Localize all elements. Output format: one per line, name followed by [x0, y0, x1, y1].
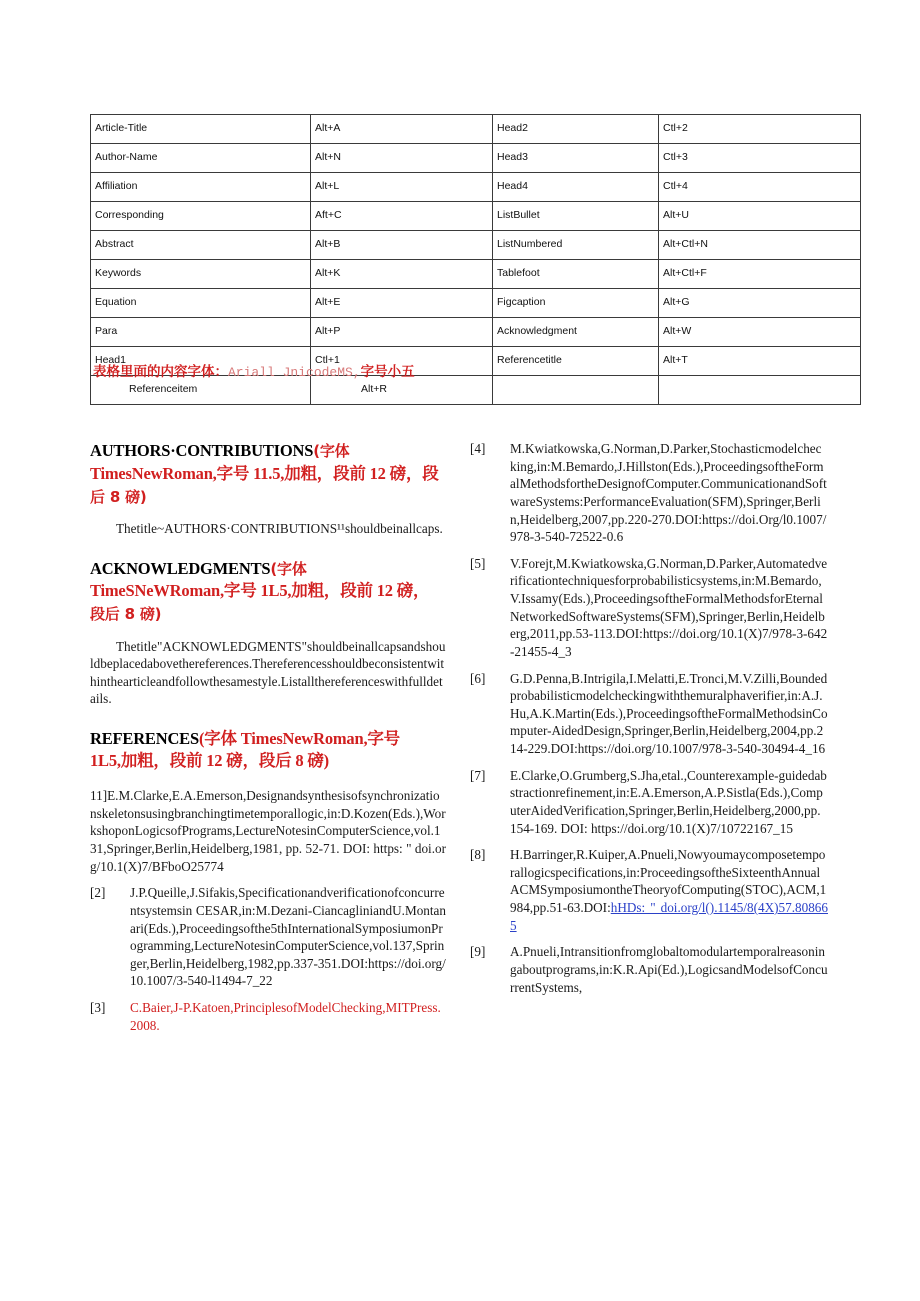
heading-annotation-line2: TimesNewRoman,字号 11.5,加粗，段前 12 磅，段	[90, 463, 439, 483]
table-cell-shortcut: Alt+W	[659, 318, 861, 347]
table-row	[91, 115, 861, 144]
table-cell-style-name: Author-Name	[91, 144, 311, 173]
table-cell-shortcut: Ctl+4	[659, 173, 861, 202]
right-column	[470, 440, 828, 1005]
doi-hyperlink[interactable]: hHDs: " doi.org/l().1145/8(4X)57.808665	[510, 900, 828, 933]
reference-number: [3]	[90, 1000, 106, 1016]
authors-contributions-body: Thetitle~AUTHORS·CONTRIBUTIONS¹¹shouldbeinallcaps.	[116, 521, 443, 537]
left-column	[90, 440, 446, 1043]
reference-number: 11]	[90, 788, 108, 804]
table-font-annotation	[93, 360, 415, 380]
table-cell-empty	[493, 376, 659, 405]
list-item	[470, 767, 828, 838]
list-item	[470, 440, 828, 546]
table-cell-style-name: Head3	[493, 144, 659, 173]
reference-body: M.Kwiatkowska,G.Norman,D.Parker,Stochasticmodelchecking,in:M.Bemardo,J.Hillston(Eds.),ProceedingsoftheFormalMethodsfortheDesignofComputer.CommunicationandSoftwareSystems:PerformanceEvaluation(SFM),Springer,Berlin,Heidelberg,2007,pp.220-270.DOI:https://doi.Org/l0.1007/978-3-540-72522-0.6	[510, 441, 827, 545]
heading-annotation-line3: 后 8 磅)	[90, 487, 147, 506]
table-cell-shortcut: Aft+C	[311, 202, 493, 231]
reference-body: E.Clarke,O.Grumberg,S.Jha,etal.,Counterexample-guidedabstractionrefinement,in:E.A.Emerson,A.P.Sistla(Eds.),ComputerAidedVerification,Springer,Berlin,Heidelberg,2000,pp. 154-169. DOI: https://doi.org/10.1(X)7/10722167_15	[510, 767, 827, 836]
table-cell-style-name: Referencetitle	[493, 347, 659, 376]
reference-number: [5]	[470, 555, 486, 571]
acknowledgments-body: Thetitle"ACKNOWLEDGMENTS"shouldbeinallcapsandshouldbeplacedabovethereferences.Thereferencesshouldbeconsistentwithinthearticleandfollowthesamestyle.Listallthereferenceswithfulldetails.	[90, 639, 446, 707]
table-cell-style-name: Equation	[91, 289, 311, 318]
list-item	[470, 670, 828, 758]
table-cell-style-name: Corresponding	[91, 202, 311, 231]
table-cell-style-name: Head2	[493, 115, 659, 144]
list-item	[90, 787, 446, 875]
heading-annotation-open: (字体	[313, 442, 350, 460]
table-note-suffix: 字号小五	[360, 364, 415, 379]
table-cell-style-name: Abstract	[91, 231, 311, 260]
table-cell-style-name: Figcaption	[493, 289, 659, 318]
table-cell-shortcut: Ctl+3	[659, 144, 861, 173]
heading-annotation-open: (字体	[270, 559, 307, 578]
table-cell-shortcut: Alt+R	[311, 376, 493, 405]
table-note-font-name: Ariall JnicodeMS,	[228, 365, 361, 380]
table-cell-empty	[659, 376, 861, 405]
section-heading-acknowledgments	[90, 558, 446, 626]
list-item	[470, 555, 828, 661]
heading-annotation-open: (字体 TimesNewRoman,字号	[198, 728, 400, 748]
table-note-prefix: 表格里面的内容字体：	[93, 364, 228, 379]
reference-number: [7]	[470, 767, 486, 783]
reference-body: H.Barringer,R.Kuiper,A.Pnueli,Nowyoumaycomposetemporallogicspecifications,in:ProceedingsoftheSixteenthAnnualACMSymposiumontheTheoryofComputing(STOC),ACM,1984,pp.51-63.DOI:	[510, 847, 827, 915]
table-row	[91, 231, 861, 260]
table-cell-style-name: Head1	[91, 347, 311, 376]
heading-annotation-line2: 1L5,加粗，段前 12 磅，段后 8 磅)	[90, 751, 329, 771]
table-cell-shortcut: Alt+G	[659, 289, 861, 318]
list-item	[90, 884, 446, 990]
table-cell-style-name: Head4	[493, 173, 659, 202]
table-cell-style-name: Acknowledgment	[493, 318, 659, 347]
table-row	[91, 260, 861, 289]
table-cell-shortcut: Alt+K	[311, 260, 493, 289]
table-cell-style-name: ListNumbered	[493, 231, 659, 260]
table-cell-shortcut: Alt+Ctl+N	[659, 231, 861, 260]
table-cell-shortcut: Ctl+1	[311, 347, 493, 376]
table-row	[91, 144, 861, 173]
heading-annotation-line3: 段后 8 磅)	[90, 605, 162, 624]
reference-body: A.Pnueli,Intransitionfromglobaltomodulartemporalreasoningaboutprograms,in:K.R.Api(Ed.),LogicsandModelsofConcurrentSystems,	[510, 944, 828, 995]
table-cell-shortcut: Alt+L	[311, 173, 493, 202]
table-cell-style-name: Keywords	[91, 260, 311, 289]
table-cell-shortcut: Alt+A	[311, 115, 493, 144]
table-cell-style-name: Tablefoot	[493, 260, 659, 289]
list-item	[470, 846, 828, 934]
reference-text	[90, 787, 446, 875]
table-cell-shortcut: Alt+P	[311, 318, 493, 347]
table-row	[91, 173, 861, 202]
table-cell-style-name: Affiliation	[91, 173, 311, 202]
table-cell-shortcut: Alt+B	[311, 231, 493, 260]
heading-title-text: ACKNOWLEDGMENTS	[90, 558, 271, 578]
reference-number: [2]	[90, 885, 106, 901]
reference-body: J.P.Queille,J.Sifakis,Specificationandverificationofconcurrentsystemsin CESAR,in:M.Dezani-CiancagliniandU.Montanari(Eds.),Proceedingsofthe5thInternationalSymposiumonProgramming,LectureNotesinComputerScience,vol.137,Springer,Berlin,Heidelberg,1982,pp.337-351.DOI:https://doi.org/10.1007/3-540-l1494-7_22	[130, 885, 446, 989]
heading-annotation-line2: TimeSNeWRoman,字号 1L5,加粗，段前 12 磅，	[90, 581, 430, 601]
table-cell-shortcut: Alt+U	[659, 202, 861, 231]
reference-body: V.Forejt,M.Kwiatkowska,G.Norman,D.Parker,Automatedverificationtechniquesforprobabilisticsystems,in:M.Bemardo,V.Issamy(Eds.),ProceedingsoftheFormalMethodsforEternalNetworkedSoftwareSystems(SFM),Springer,Berlin,Heidelberg,2011,pp.53-113.DOI:https://doi.org/10.1(X)7/978-3-642-21455-4_3	[510, 555, 828, 659]
table-row	[91, 202, 861, 231]
reference-body: E.M.Clarke,E.A.Emerson,Designandsynthesisofsynchronizationskeletonsusingbranchingtimetemporallogic,in:D.Kozen(Eds.),WorkshoponLogicsofPrograms,LectureNotesinComputerScience,vol.131,Springer,Berlin,Heidelberg,1981, pp. 52-71. DOI: https: " doi.org/10.1(X)7/BFboO25774	[90, 788, 446, 874]
table-cell-style-name: Para	[91, 318, 311, 347]
reference-body: C.Baier,J-P.Katoen,PrinciplesofModelChecking,MITPress.2008.	[130, 1000, 441, 1033]
table-cell-shortcut: Ctl+2	[659, 115, 861, 144]
reference-number: [4]	[470, 441, 486, 456]
heading-title-text: AUTHORS·CONTRIBUTIONS	[90, 441, 314, 460]
heading-title-text: REFERENCES	[90, 728, 199, 748]
section-heading-authors-contributions	[90, 440, 446, 508]
table-cell-style-name: ListBullet	[493, 202, 659, 231]
table-row	[91, 289, 861, 318]
table-cell-style-name: Referenceitem	[91, 376, 311, 405]
section-heading-references	[90, 728, 446, 774]
table-cell-shortcut: Alt+T	[659, 347, 861, 376]
table-cell-shortcut: Alt+E	[311, 289, 493, 318]
list-item	[470, 943, 828, 996]
reference-list-right	[470, 440, 828, 996]
table-cell-shortcut: Alt+Ctl+F	[659, 260, 861, 289]
reference-list-left	[90, 787, 446, 1034]
table-cell-shortcut: Alt+N	[311, 144, 493, 173]
table-cell-style-name: Article-Title	[91, 115, 311, 144]
reference-number: [8]	[470, 847, 486, 863]
list-item	[90, 999, 446, 1034]
reference-number: [6]	[470, 670, 486, 686]
reference-body: G.D.Penna,B.Intrigila,I.Melatti,E.Tronci,M.V.Zilli,Boundedprobabilisticmodelcheckingwiththemuralphaverifier,in:A.J.Hu,A.K.Martin(Eds.),ProceedingsoftheFormalMethodsinComputer-AidedDesign,Springer,Berlin,Heidelberg,2004,pp.214-229.DOI:https://doi.org/10.1007/978-3-540-30494-4_16	[510, 670, 828, 756]
reference-number: [9]	[470, 944, 486, 960]
table-row	[91, 318, 861, 347]
